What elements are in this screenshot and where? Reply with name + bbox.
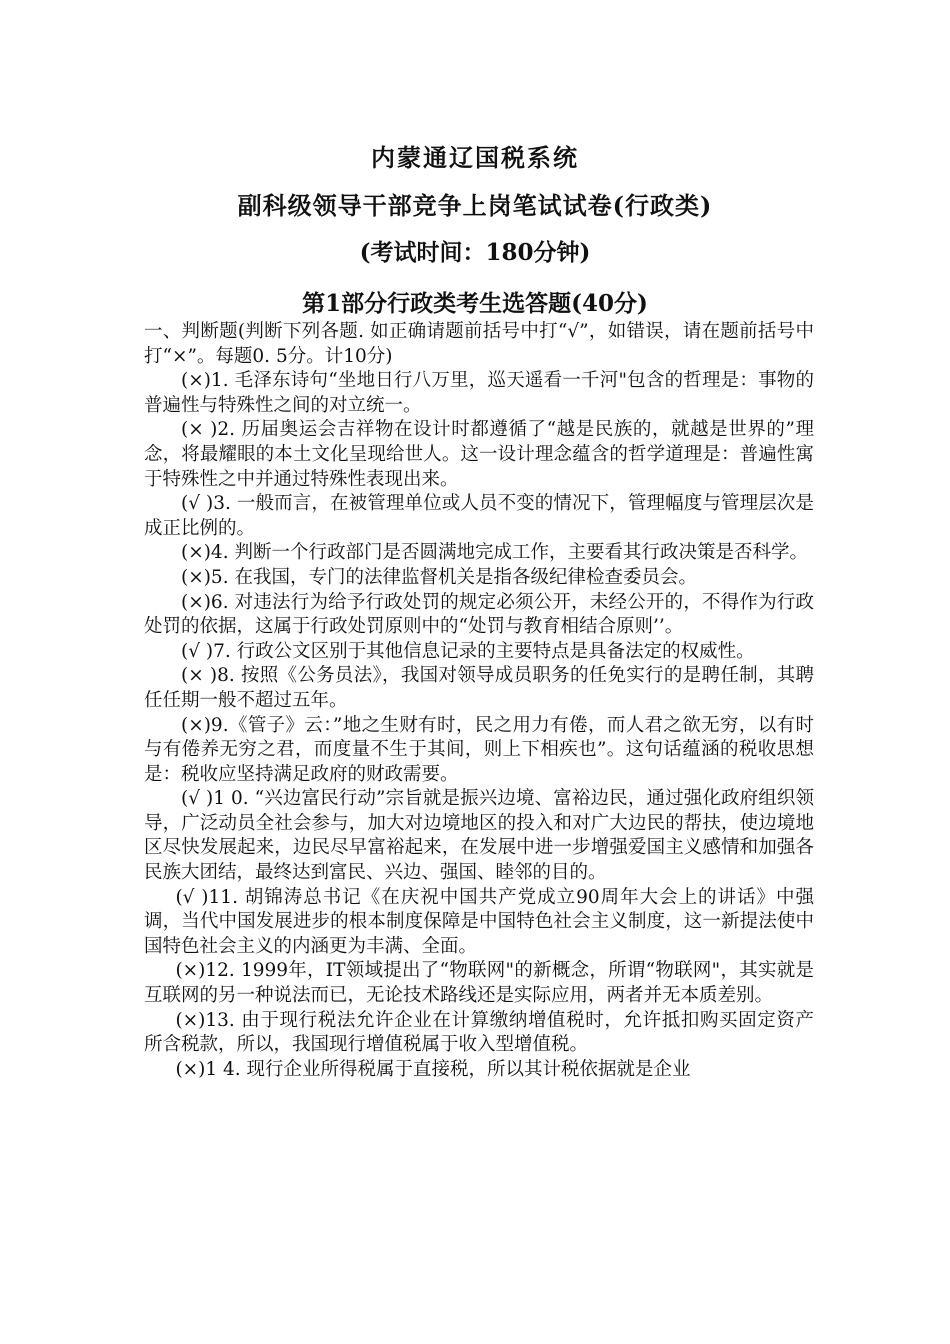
question-item: (×)9.《管子》云：”地之生财有时，民之用力有倦，而人君之欲无穷，以有时与有倦养无穷之君，而度量不生于其间，则上下相疾也”。这句话蕴涵的税收思想是：税收应坚持满足政府的财政需要。 [144,714,814,785]
part-heading: 第1部分行政类考生选答题(40分) [302,290,648,317]
question-item: (√ )3. 一般而言，在被管理单位或人员不变的情况下，管理幅度与管理层次是成正比例的。 [144,493,814,539]
question-item: (× )2. 历届奥运会吉祥物在设计时都遵循了“越是民族的，就越是世界的”理念，将最耀眼的本土文化呈现给世人。这一设计理念蕴含的哲学道理是：普遍性寓于特殊性之中并通过特殊性表现出来。 [144,419,814,490]
question-item: (×)1 4. 现行企业所得税属于直接税，所以其计税依据就是企业 [175,1058,691,1080]
question-body [144,320,814,1082]
question-item: (×)13. 由于现行税法允许企业在计算缴纳增值税时，允许抵扣购买固定资产所含税款，所以，我国现行增值税属于收入型增值税。 [144,1009,814,1056]
question-item: (×)5. 在我国，专门的法律监督机关是指各级纪律检查委员会。 [181,566,697,588]
document-title-exam: 副科级领导干部竞争上岗笔试试卷(行政类) [237,191,713,220]
document-exam-duration: (考试时间：180分钟) [359,239,591,266]
section-heading: 一、判断题(判断下列各题. 如正确请题前括号中打“√”，如错误，请在题前括号中打“×”。每题0. 5分。计10分) [144,321,814,367]
question-item: (×)6. 对违法行为给予行政处罚的规定必须公开，未经公开的，不得作为行政处罚的依据，这属于行政处罚原则中的“处罚与教育相结合原则’’。 [144,591,814,638]
document-title-organization: 内蒙通辽国税系统 [371,143,579,172]
question-item: (× )8. 按照《公务员法》，我国对领导成员职务的任免实行的是聘任制，其聘任任期一般不超过五年。 [144,665,814,711]
question-item: (×)4. 判断一个行政部门是否圆满地完成工作，主要看其行政决策是否科学。 [181,542,808,564]
question-item: (×)1. 毛泽东诗句“坐地日行八万里，巡天遥看一千河"包含的哲理是：事物的普遍性与特殊性之间的对立统一。 [144,370,814,416]
question-item: (√ )11. 胡锦涛总书记《在庆祝中国共产党成立90周年大会上的讲话》中强调，当代中国发展进步的根本制度保障是中国特色社会主义制度，这一新提法使中国特色社会主义的内涵更为丰满、全面。 [144,886,814,957]
question-item: (√ )7. 行政公文区别于其他信息记录的主要特点是具备法定的权威性。 [181,640,755,662]
question-item: (×)12. 1999年，IT领域提出了“物联网"的新概念，所谓“物联网"，其实就是互联网的另一种说法而已，无论技术路线还是实际应用，两者并无本质差别。 [144,960,814,1007]
question-item: (√ )1 0. “兴边富民行动”宗旨就是振兴边境、富裕边民，通过强化政府组织领导，广泛动员全社会参与，加大对边境地区的投入和对广大边民的帮扶，使边境地区尽快发展起来，边民尽早富裕起来，在发展中进一步增强爱国主义感情和加强各民族大团结，最终达到富民、兴边、强国、睦邻的目的。 [144,788,814,884]
